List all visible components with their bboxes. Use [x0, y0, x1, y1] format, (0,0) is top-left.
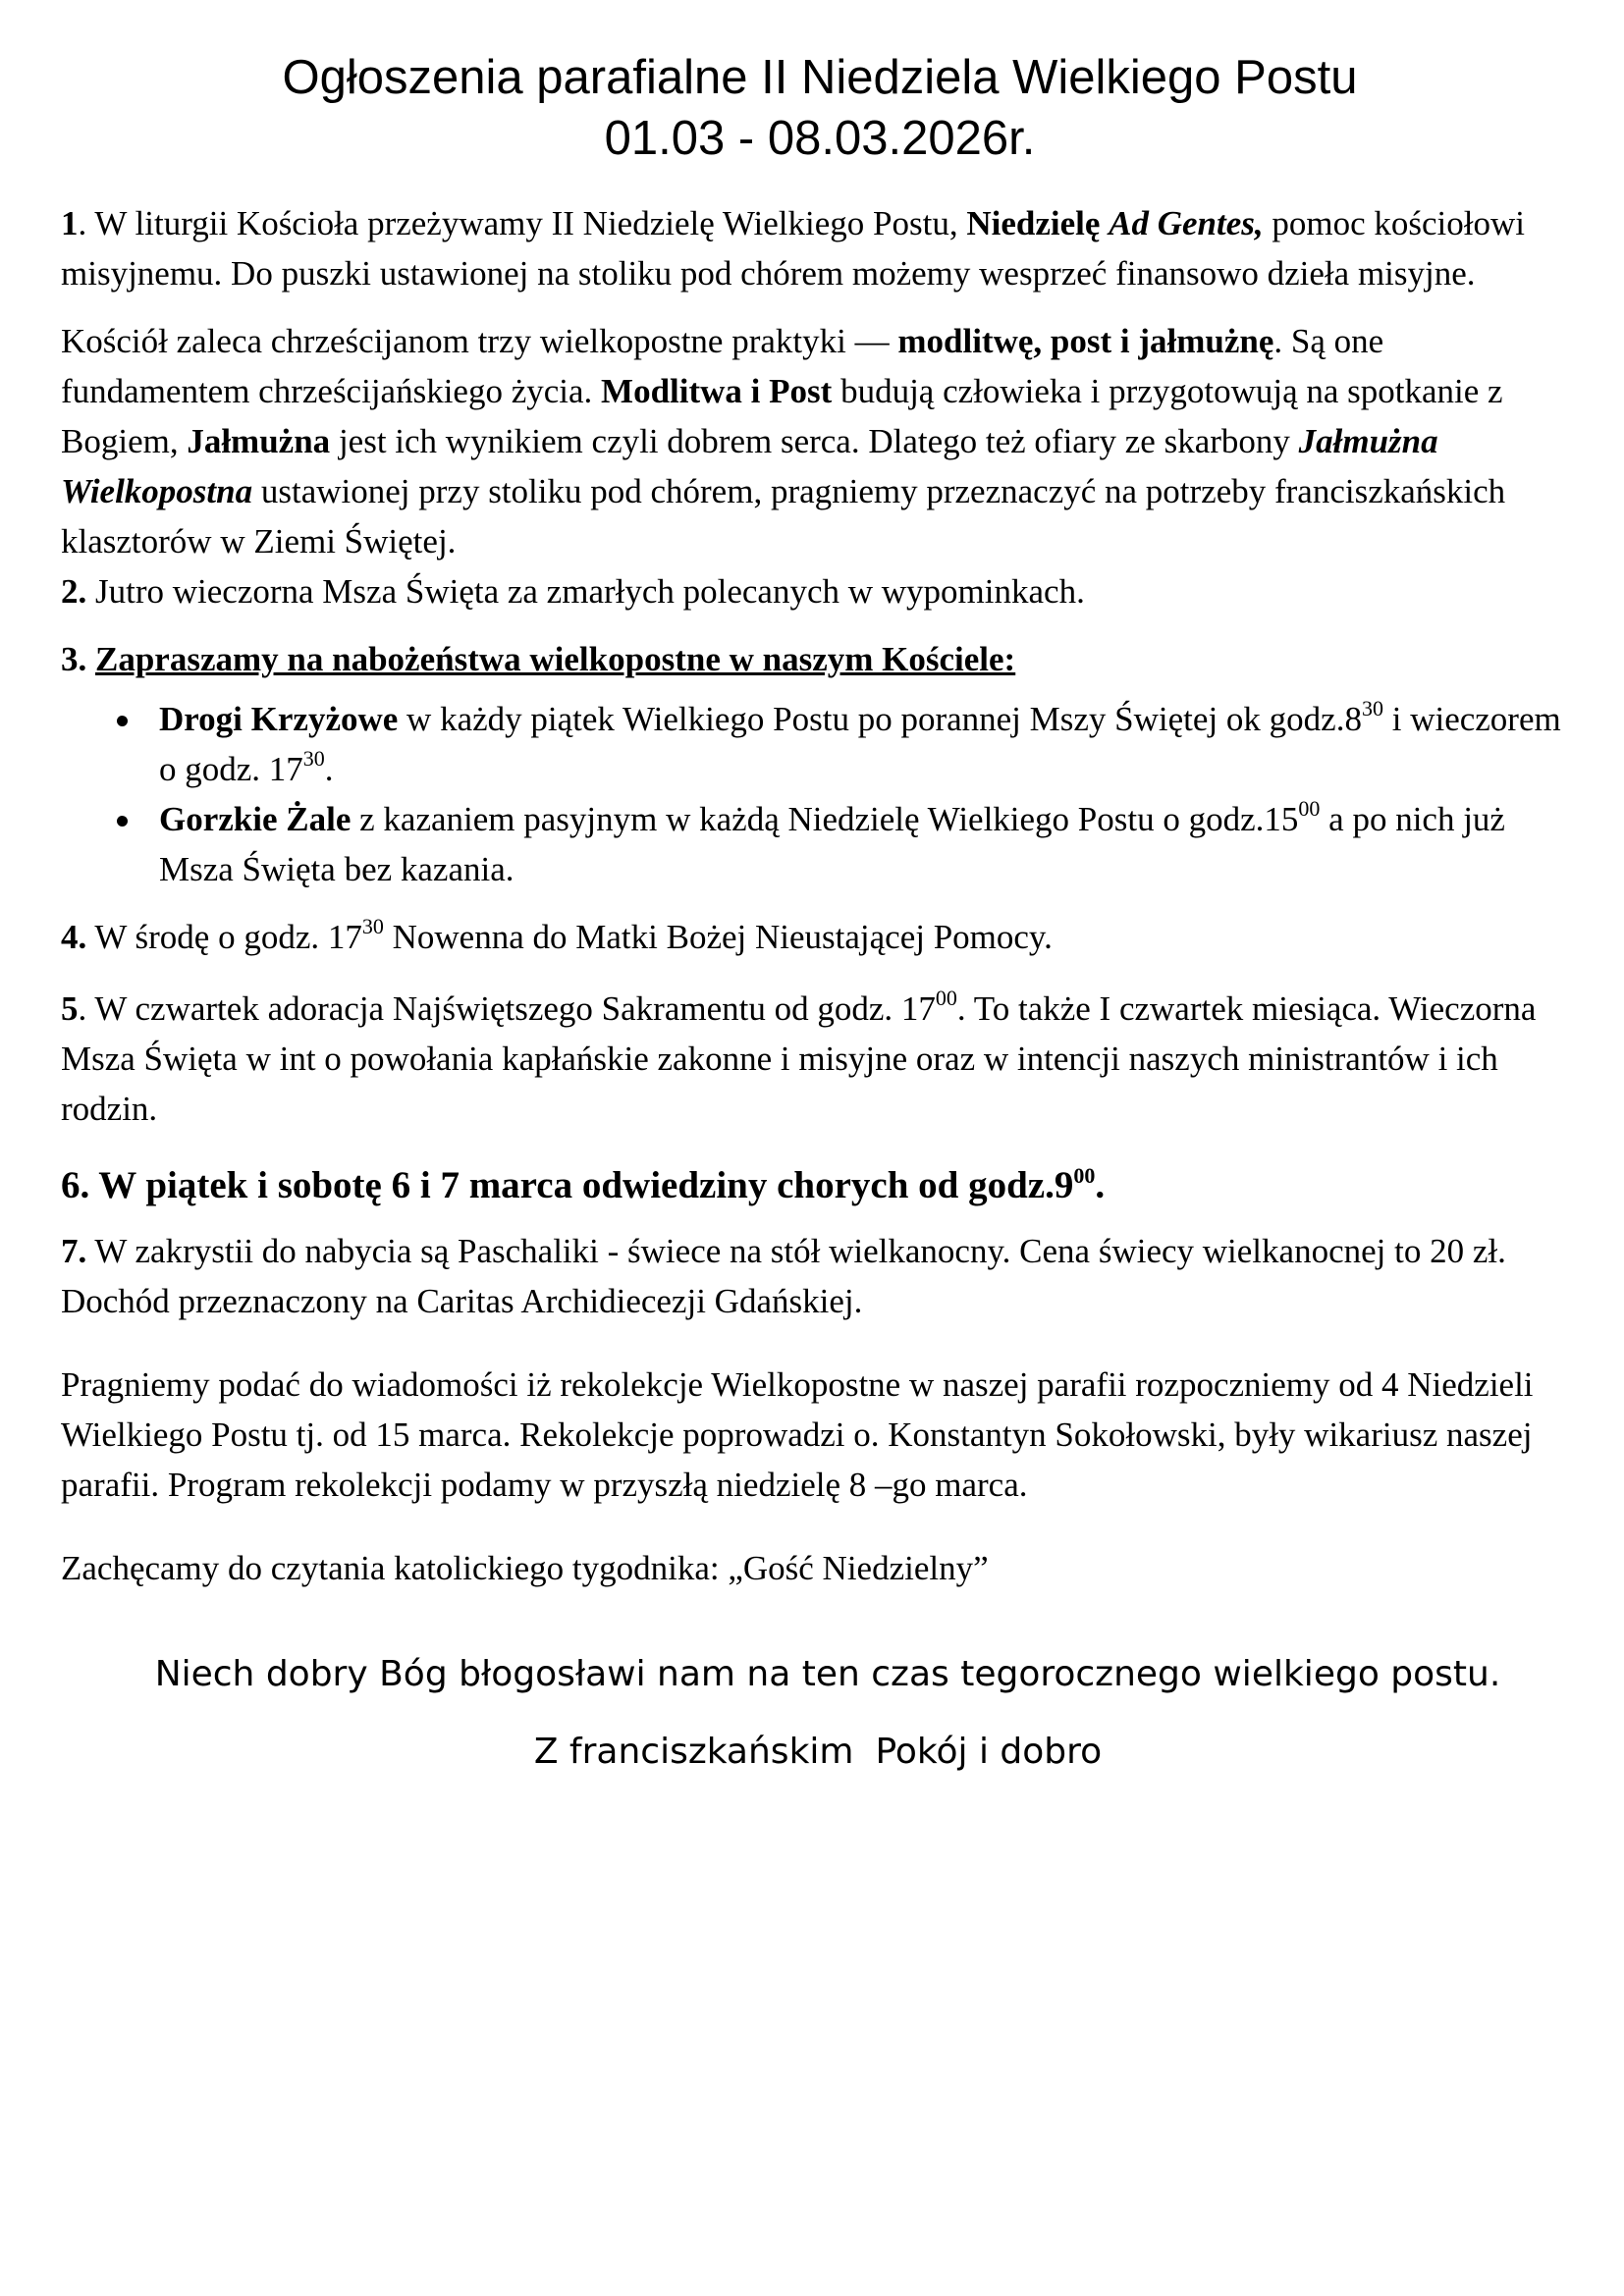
list-item-text: a po nich już Msza Święta bez kazania.	[159, 800, 1505, 888]
list-item-text: i wieczorem o godz. 17	[159, 700, 1561, 788]
list-item-text: .	[324, 750, 334, 788]
list-item-bold: Drogi Krzyżowe	[159, 700, 399, 738]
lent-practices-bold-f: Jałmużna	[187, 422, 331, 460]
announcement-7-number: 7.	[61, 1232, 87, 1270]
announcement-1-bold-italic: Ad Gentes,	[1109, 204, 1264, 242]
closing-line-a: Z franciszkańskim	[533, 1732, 854, 1772]
announcement-1-bold: Niedzielę	[966, 204, 1110, 242]
superscript: 30	[361, 914, 384, 938]
lent-practices-text-i: ustawionej przy stoliku pod chórem, pragniemy przeznaczyć na potrzeby franciszkańskich klasztorów w Ziemi Świętej.	[61, 472, 1506, 561]
lent-services-list	[61, 694, 1565, 894]
bullet-icon	[117, 716, 128, 726]
title-line-2: 01.03 - 08.03.2026r.	[604, 112, 1036, 165]
blessing-line: Niech dobry Bóg błogosławi nam na ten czas tegorocznego wielkiego postu.	[154, 1654, 1501, 1694]
announcement-4-number: 4.	[61, 918, 87, 956]
page-title	[75, 47, 1565, 169]
closing-line	[71, 1732, 1565, 1772]
list-item	[61, 794, 1565, 894]
announcement-2-text: Jutro wieczorna Msza Święta za zmarłych polecanych w wypominkach.	[86, 572, 1085, 611]
announcement-1-number: 1	[61, 204, 79, 242]
announcement-6-text: 6. W piątek i sobotę 6 i 7 marca odwiedziny chorych od godz.9	[61, 1164, 1074, 1206]
announcement-1-text-c: pomoc kościołowi misyjnemu. Do puszki ustawionej na stoliku pod chórem możemy wesprzeć finansowo dzieła misyjne.	[61, 204, 1526, 293]
announcements-body	[61, 198, 1565, 1593]
announcement-5	[61, 984, 1565, 1134]
retreat-announcement: Pragniemy podać do wiadomości iż rekolekcje Wielkopostne w naszej parafii rozpoczniemy od 4 Niedzieli Wielkiego Postu tj. od 15 marca. Rekolekcje poprowadzi o. Konstantyn Sokołowski, były wikariusz naszej parafii. Program rekolekcji podamy w przyszłą niedzielę 8 –go marca.	[61, 1365, 1534, 1504]
list-item	[61, 694, 1565, 794]
superscript: 00	[1073, 1163, 1096, 1188]
lent-practices-bold: modlitwę, post i jałmużnę	[897, 322, 1274, 360]
announcement-2	[61, 566, 1565, 616]
superscript: 30	[1361, 696, 1383, 721]
announcement-6-end: .	[1095, 1164, 1106, 1206]
superscript: 00	[1298, 796, 1321, 821]
list-item-text: z kazaniem pasyjnym w każdą Niedzielę Wielkiego Postu o godz.15	[351, 800, 1299, 838]
announcement-5-text-b: . To także I czwartek miesiąca. Wieczorna Msza Święta w int o powołania kapłańskie zakonne i misyjne oraz w intencji naszych ministrantów i ich rodzin.	[61, 989, 1537, 1128]
announcement-3-heading: Zapraszamy na nabożeństwa wielkopostne w naszym Kościele:	[95, 640, 1016, 678]
list-item-bold: Gorzkie Żale	[159, 800, 352, 838]
announcement-5-number: 5	[61, 989, 79, 1028]
lent-practices-text-e: budują człowieka i przygotowują na spotkanie z Bogiem,	[61, 372, 1503, 460]
announcement-4-text-a: W środę o godz. 17	[86, 918, 362, 956]
announcement-7	[61, 1226, 1565, 1326]
list-item-text: w każdy piątek Wielkiego Postu po porannej Mszy Świętej ok godz.8	[398, 700, 1362, 738]
announcement-6	[61, 1159, 1565, 1212]
lent-practices-bold-italic-h: Jałmużna Wielkopostna	[61, 422, 1438, 510]
announcement-4-text-b: Nowenna do Matki Bożej Nieustającej Pomocy.	[383, 918, 1053, 956]
lent-practices-bold-d: Modlitwa i Post	[601, 372, 833, 410]
announcement-5-text-a: . W czwartek adoracja Najświętszego Sakramentu od godz. 17	[78, 989, 936, 1028]
announcement-1-text-a: . W liturgii Kościoła przeżywamy II Niedzielę Wielkiego Postu,	[78, 204, 967, 242]
announcement-7-text: W zakrystii do nabycia są Paschaliki - świece na stół wielkanocny. Cena świecy wielkanocnej to 20 zł. Dochód przeznaczony na Caritas Archidiecezji Gdańskiej.	[61, 1232, 1506, 1320]
lent-practices-text-g: jest ich wynikiem czyli dobrem serca. Dlatego też ofiary ze skarbony	[330, 422, 1299, 460]
lent-practices-text-c: . Są one fundamentem chrześcijańskiego życia.	[61, 322, 1384, 410]
announcement-1-continuation	[61, 316, 1565, 566]
announcement-1	[61, 198, 1565, 298]
lent-practices-intro: Kościół zaleca chrześcijanom trzy wielkopostne praktyki —	[61, 322, 898, 360]
magazine-recommendation: Zachęcamy do czytania katolickiego tygodnika: „Gość Niedzielny”	[61, 1549, 989, 1587]
announcement-3-number: 3.	[61, 640, 87, 678]
bullet-icon	[117, 816, 128, 827]
superscript: 00	[935, 986, 957, 1010]
announcement-3	[61, 634, 1565, 684]
title-line-1: Ogłoszenia parafialne II Niedziela Wielkiego Postu	[282, 51, 1358, 104]
announcement-2-number: 2.	[61, 572, 87, 611]
announcement-4	[61, 912, 1565, 962]
superscript: 30	[302, 746, 325, 771]
closing-line-b: Pokój i dobro	[875, 1732, 1103, 1772]
